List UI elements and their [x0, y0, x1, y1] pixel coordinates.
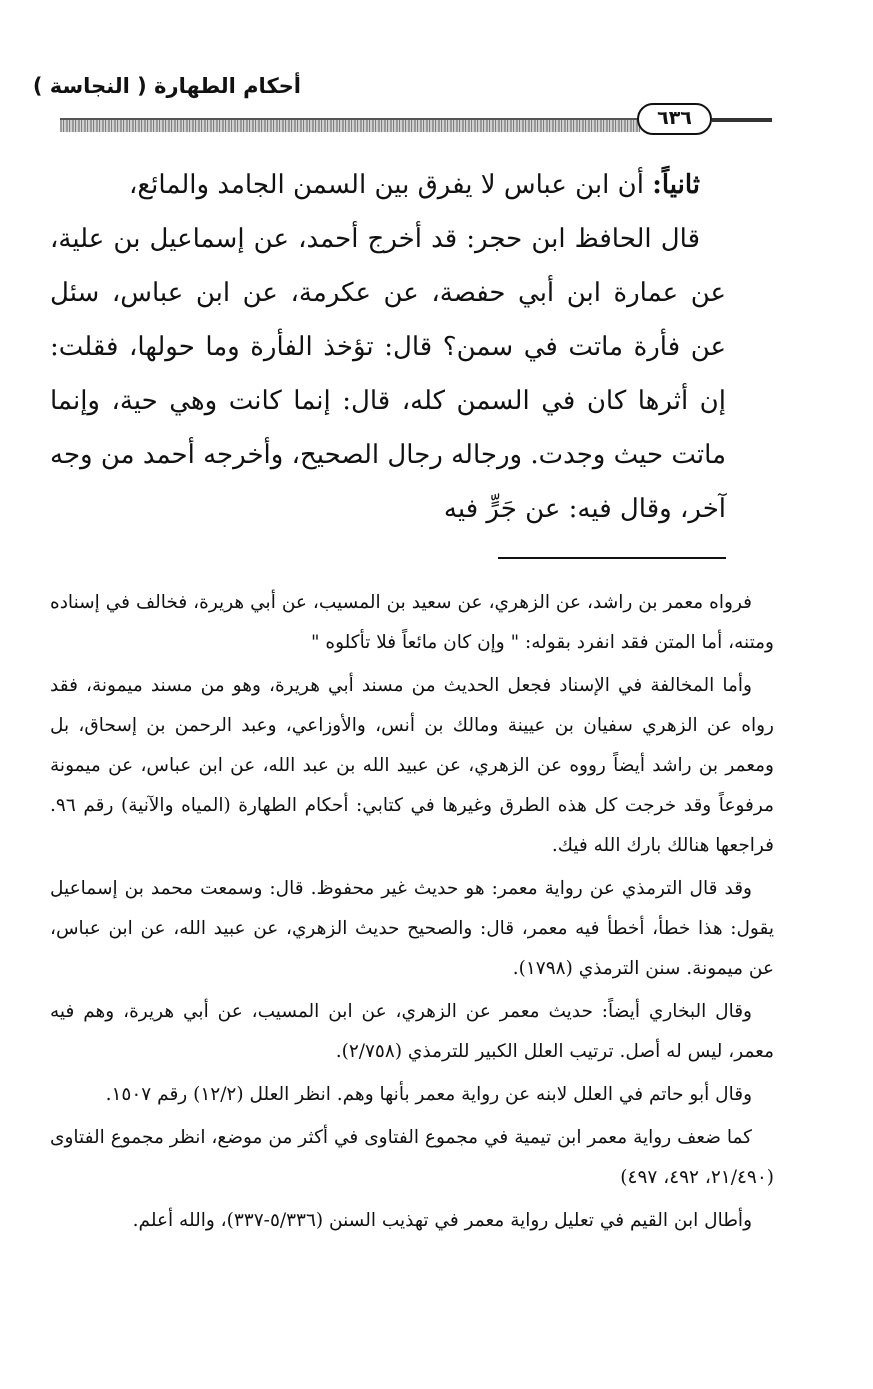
footnote-paragraph: وأما المخالفة في الإسناد فجعل الحديث من مسند أبي هريرة، وهو من مسند ميمونة، فقد رواه عن الزهري سفيان بن عيينة ومالك بن أنس، والأوزاعي، وعبد الرحمن بن إسحاق، بل ومعمر بن راشد أيضاً رووه عن الزهري، عن عبيد الله بن عبد الله، عن ابن عباس، عن ميمونة مرفوعاً وقد خرجت كل هذه الطرق وغيرها في كتابي: أحكام الطهارة (المياه والآنية) رقم ٩٦. فراجعها هنالك بارك الله فيك. [50, 675, 774, 856]
header-rule-right [712, 118, 772, 122]
header-rule [60, 118, 640, 132]
paragraph-1 [50, 158, 726, 212]
paragraph-1-text: أن ابن عباس لا يفرق بين السمن الجامد والمائع، [128, 170, 653, 200]
footnotes [50, 583, 774, 1244]
main-text [50, 158, 726, 536]
footnote-paragraph: فرواه معمر بن راشد، عن الزهري، عن سعيد بن المسيب، عن أبي هريرة، فخالف في إسناده ومتنه، أما المتن فقد انفرد بقوله: " وإن كان مائعاً فلا تأكلوه " [50, 592, 774, 653]
lead-word: ثانياً: [652, 170, 700, 200]
footnote-paragraph: وأطال ابن القيم في تعليل رواية معمر في تهذيب السنن (٥/٣٣٦-٣٣٧)، والله أعلم. [132, 1210, 752, 1231]
footnote-paragraph: كما ضعف رواية معمر ابن تيمية في مجموع الفتاوى في أكثر من موضع، انظر مجموع الفتاوى (٢١/٤٩٠، ٤٩٢، ٤٩٧) [50, 1127, 774, 1188]
footnote-paragraph: وقد قال الترمذي عن رواية معمر: هو حديث غير محفوظ. قال: وسمعت محمد بن إسماعيل يقول: هذا خطأ، أخطأ فيه معمر، قال: والصحيح حديث الزهري، عن عبيد الله، عن ابن عباس، عن ميمونة. سنن الترمذي (١٧٩٨). [50, 878, 774, 979]
footnote-separator [498, 557, 726, 559]
running-title: أحكام الطهارة ( النجاسة ) [32, 74, 301, 98]
paragraph-2: قال الحافظ ابن حجر: قد أخرج أحمد، عن إسماعيل بن علية، عن عمارة ابن أبي حفصة، عن عكرمة، عن ابن عباس، سئل عن فأرة ماتت في سمن؟ قال: تؤخذ الفأرة وما حولها، فقلت: إن أثرها كان في السمن كله، قال: إنما كانت وهي حية، وإنما ماتت حيث وجدت. ورجاله رجال الصحيح، وأخرجه أحمد من وجه آخر، وقال فيه: عن جَرٍّ فيه [50, 224, 726, 524]
footnote-paragraph: وقال أبو حاتم في العلل لابنه عن رواية معمر بأنها وهم. انظر العلل (١٢/٢) رقم ١٥٠٧. [105, 1084, 752, 1105]
page-number: ٦٣٦ [637, 103, 712, 135]
footnote-paragraph: وقال البخاري أيضاً: حديث معمر عن الزهري، عن ابن المسيب، عن أبي هريرة، وهم فيه معمر، ليس له أصل. ترتيب العلل الكبير للترمذي (٢/٧٥٨). [50, 1001, 774, 1062]
